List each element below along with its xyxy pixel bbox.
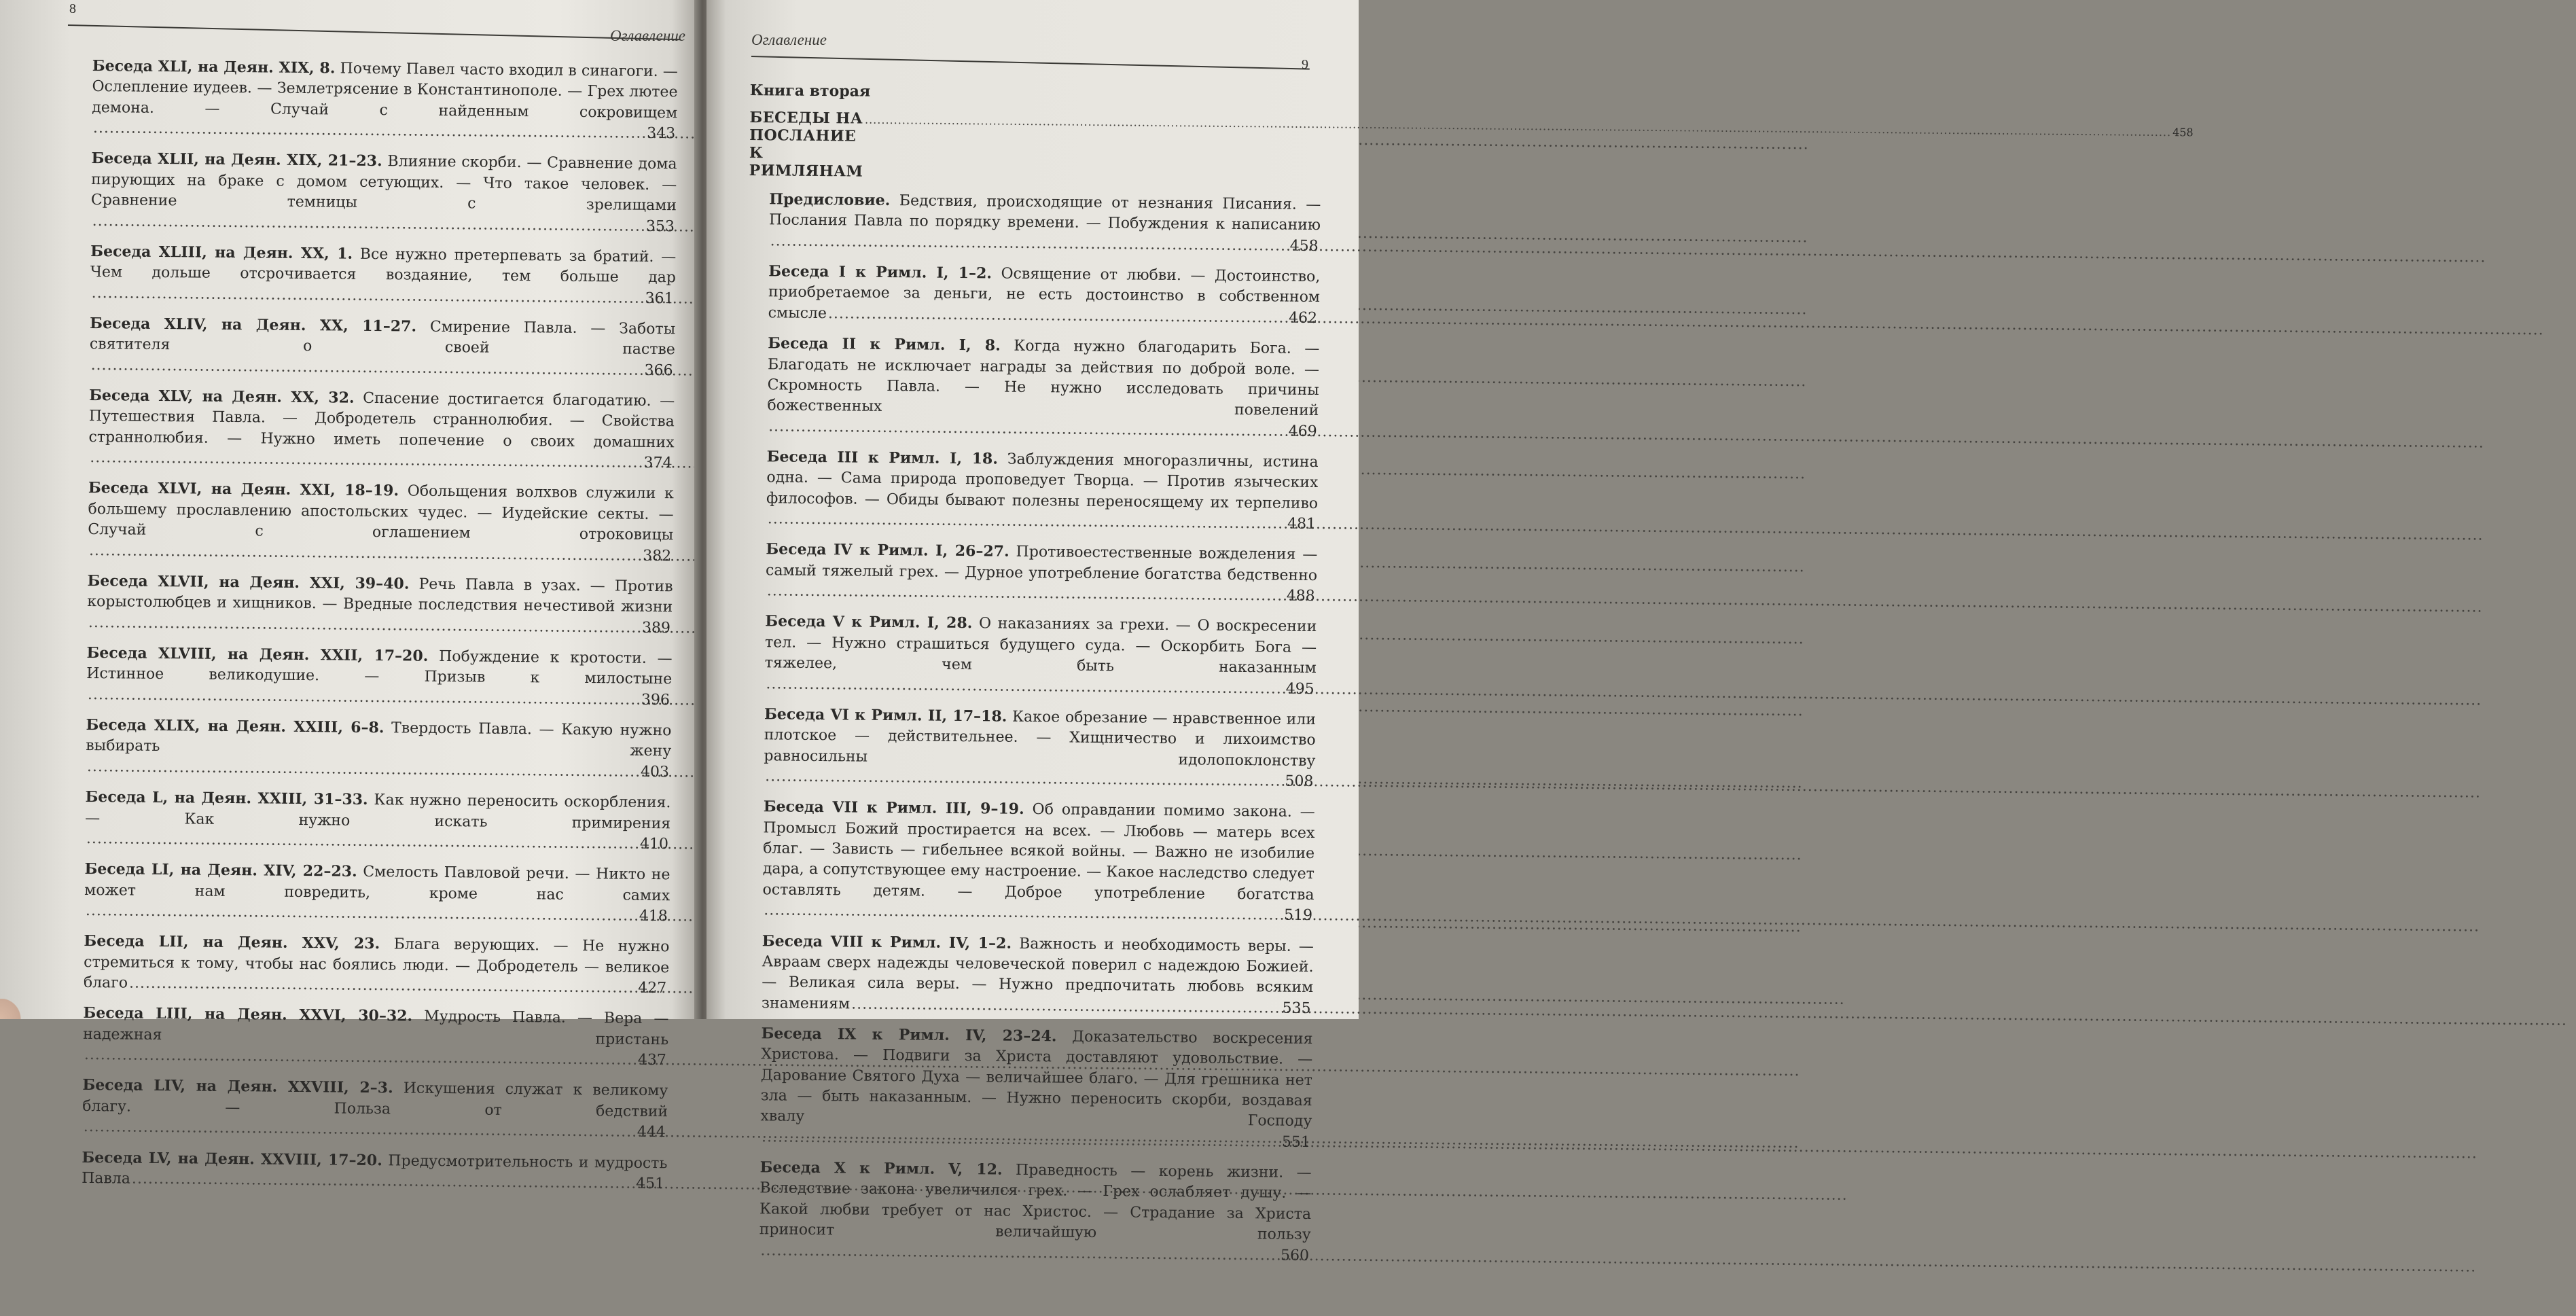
toc-entry-page-number: 382 bbox=[643, 547, 672, 565]
toc-entry-description: Смирение Павла. — Заботы святителя о своей пастве bbox=[89, 318, 676, 359]
toc-entry-page-number: 560 bbox=[1280, 1247, 1310, 1264]
left-running-head: Оглавление bbox=[610, 27, 686, 44]
toc-entry-reference: Беседа III к Римл. I, 18. bbox=[766, 448, 999, 468]
toc-entry bbox=[91, 148, 677, 237]
header-rule bbox=[751, 56, 1310, 69]
toc-entry-reference: Беседа L, на Деян. XXIII, 31–33. bbox=[85, 788, 368, 809]
toc-entry-page-number: 535 bbox=[1282, 999, 1311, 1017]
toc-entry-description: Спасение достигается благодатию. — Путешествия Павла. — Добродетель страннолюбия. — Свойства страннолюбия. — Нужно иметь попечение о своих домашних bbox=[88, 389, 675, 451]
toc-entry bbox=[86, 643, 673, 711]
dot-leader bbox=[93, 118, 645, 141]
toc-entry-page-number: 374 bbox=[643, 454, 673, 472]
toc-entry bbox=[759, 1157, 1311, 1266]
toc-entry-description: Заблуждения многоразличны, истина одна. — Сама природа проповедует Творца. — Против языческих философов. — Обиды бывают полезны переносящему их терпеливо bbox=[766, 450, 1319, 512]
right-page-number: 9 bbox=[1302, 57, 1308, 72]
toc-entry-reference: Беседа XLVIII, на Деян. XXII, 17–20. bbox=[86, 643, 429, 665]
toc-entry-description: Мудрость Павла. — Вера — надежная пристань bbox=[83, 1008, 669, 1048]
toc-entry bbox=[762, 931, 1314, 1019]
toc-entry bbox=[89, 313, 675, 381]
toc-entry-page-number: 451 bbox=[636, 1175, 665, 1193]
toc-entry-reference: Беседа LIV, на Деян. XXVIII, 2–3. bbox=[82, 1076, 393, 1097]
toc-entry-description: Бедствия, происходящие от незнания Писания. — Послания Павла по порядку времени. — Побуждения к написанию bbox=[768, 192, 1321, 234]
toc-entry-page-number: 437 bbox=[637, 1051, 666, 1069]
toc-entry-page-number: 343 bbox=[647, 124, 676, 143]
toc-entry-description: Речь Павла в узах. — Против корыстолюбцев и хищников. — Вредные последствия нечестивой жизни bbox=[87, 575, 673, 616]
toc-entry-description: Смелость Павловой речи. — Никто не может нам повредить, кроме нас самих bbox=[84, 864, 670, 904]
toc-entry bbox=[767, 333, 1319, 442]
right-entries bbox=[738, 189, 1321, 1266]
toc-entry-page-number: 366 bbox=[644, 361, 673, 379]
toc-entry bbox=[760, 1023, 1313, 1153]
section-page-number: 458 bbox=[2172, 126, 2194, 139]
finger-shadow bbox=[0, 999, 27, 1019]
toc-entry-page-number: 353 bbox=[645, 217, 675, 235]
toc-entry-page-number: 481 bbox=[1287, 515, 1317, 533]
toc-entry-description: Как нужно переносить оскорбления. — Как нужно искать примирения bbox=[85, 792, 671, 832]
toc-entry-reference: Беседа LIII, на Деян. XXVI, 30–32. bbox=[83, 1004, 413, 1025]
toc-entry-reference: Беседа VII к Римл. III, 9–19. bbox=[763, 798, 1024, 819]
toc-entry-reference: Беседа LII, на Деян. XXV, 23. bbox=[84, 932, 380, 953]
dot-leader bbox=[768, 416, 1287, 440]
toc-entry-reference: Беседа VI к Римл. II, 17–18. bbox=[764, 705, 1007, 726]
dot-leader bbox=[132, 1169, 634, 1192]
toc-entry-page-number: 469 bbox=[1288, 423, 1317, 440]
left-page-number: 8 bbox=[69, 1, 76, 16]
toc-entry-reference: Беседа II к Римл. I, 8. bbox=[768, 334, 1001, 355]
toc-entry-page-number: 427 bbox=[638, 979, 667, 997]
dot-leader bbox=[84, 1045, 637, 1068]
dot-leader bbox=[92, 211, 645, 234]
toc-entry-reference: Беседа IX к Римл. IV, 23–24. bbox=[761, 1025, 1057, 1046]
left-page bbox=[0, 0, 700, 1193]
toc-entry bbox=[769, 189, 1321, 257]
toc-entry-page-number: 361 bbox=[645, 289, 674, 307]
book-label: Книга вторая bbox=[749, 82, 871, 101]
toc-entry-page-number: 418 bbox=[639, 907, 668, 925]
toc-entry-page-number: 396 bbox=[641, 691, 670, 709]
toc-entry-description: Доказательство воскресения Христова. — Подвиги за Христа доставляют удовольствие. — Дарование Святого Духа — величайшее благо. — Для грешника нет зла — быть наказанным. — Нужно переносить скорби, воздавая хвалу Господу bbox=[760, 1028, 1313, 1131]
toc-entry-page-number: 495 bbox=[1285, 680, 1314, 698]
toc-entry-description: Блага верующих. — Не нужно стремиться к тому, чтобы нас боялись люди. — Добродетель — великое благо bbox=[83, 936, 670, 992]
toc-entry-reference: Беседа V к Римл. I, 28. bbox=[765, 612, 973, 633]
toc-entry-description: Твердость Павла. — Какую нужно выбирать жену bbox=[86, 719, 672, 760]
toc-entry bbox=[88, 478, 674, 567]
toc-entry-page-number: 462 bbox=[1288, 309, 1318, 327]
toc-entry bbox=[88, 385, 675, 474]
toc-entry-description: Все нужно претерпевать за братий. — Чем дольше отсрочивается воздаяние, тем больше дар bbox=[90, 245, 677, 287]
dot-leader bbox=[767, 581, 1285, 604]
toc-entry bbox=[92, 56, 678, 145]
toc-entry bbox=[86, 715, 672, 783]
toc-entry-page-number: 389 bbox=[641, 619, 671, 637]
toc-entry bbox=[766, 446, 1319, 535]
toc-entry bbox=[85, 787, 671, 855]
toc-entry bbox=[82, 1075, 668, 1143]
toc-entry bbox=[83, 1003, 669, 1071]
toc-entry bbox=[84, 931, 670, 999]
toc-entry-page-number: 410 bbox=[639, 835, 669, 853]
dot-leader bbox=[90, 448, 642, 471]
toc-entry bbox=[766, 539, 1318, 607]
toc-entry-description: Какое обрезание — нравственное или плотское — действительнее. — Хищничество и лихоимство равносильны идолопоклонству bbox=[764, 708, 1317, 770]
toc-entry bbox=[762, 797, 1315, 927]
toc-entry-page-number: 488 bbox=[1286, 587, 1315, 605]
dot-leader bbox=[765, 766, 1283, 789]
toc-entry bbox=[764, 611, 1317, 700]
toc-entry-reference: Беседа XLIX, на Деян. XXIII, 6–8. bbox=[86, 716, 384, 737]
toc-entry-description: Освящение от любви. — Достоинство, приобретаемое за деньги, не есть достоинство в собственном смысле bbox=[768, 265, 1321, 322]
toc-entry-page-number: 444 bbox=[637, 1123, 666, 1141]
toc-entry-description: Искушения служат к великому благу. — Польза от бедствий bbox=[82, 1080, 668, 1121]
toc-entry-description: Предусмотрительность и мудрость Павла bbox=[82, 1152, 668, 1188]
toc-entry-description: О наказаниях за грехи. — О воскресении тел. — Нужно страшиться будущего суда. — Оскорбить Бога — тяжелее, чем быть наказанным bbox=[764, 615, 1317, 677]
dot-leader bbox=[88, 613, 641, 636]
toc-entry-description: Когда нужно благодарить Бога. — Благодать не исключает награды за действия по доброй воле. — Скромность Павла. — Не нужно исследовать причины божественных повелений bbox=[767, 337, 1320, 420]
toc-entry-page-number: 551 bbox=[1281, 1133, 1311, 1151]
toc-entry-reference: Беседа XLVII, на Деян. XXI, 39–40. bbox=[87, 571, 410, 593]
header-rule bbox=[68, 24, 681, 40]
toc-entry-reference: Беседа XLI, на Деян. XIX, 8. bbox=[92, 56, 336, 77]
toc-entry bbox=[90, 241, 676, 309]
dot-leader bbox=[86, 829, 639, 852]
section-heading-row bbox=[749, 108, 2194, 185]
toc-entry bbox=[82, 1147, 668, 1194]
toc-entry-reference: Беседа X к Римл. V, 12. bbox=[759, 1158, 1003, 1179]
toc-entry-reference: Беседа XLV, на Деян. XX, 32. bbox=[89, 387, 355, 407]
dot-leader bbox=[828, 304, 1287, 326]
toc-entry-description: Побуждение к кротости. — Истинное великодушие. — Призыв к милостыне bbox=[86, 647, 673, 688]
dot-leader bbox=[762, 1127, 1281, 1150]
toc-entry-description: Обольщения волхвов служили к большему прославлению апостольских чудес. — Иудейские секты. — Случай с оглашением отроковицы bbox=[88, 482, 674, 544]
toc-entry-description: Праведность — корень жизни. — Вследствие закона увеличился грех. — Грех ослабляет душу. — Какой любви требует от нас Христос. — Страдание за Христа приносит величайшую пользу bbox=[759, 1161, 1312, 1244]
dot-leader bbox=[764, 900, 1283, 923]
toc-entry bbox=[84, 859, 670, 927]
dot-leader bbox=[92, 283, 644, 306]
right-toc-list bbox=[738, 82, 2194, 1276]
dot-leader bbox=[91, 355, 643, 378]
toc-entry-description: Противоестественные вожделения — самый тяжелый грех. — Дурное употребление богатства бедственно bbox=[765, 544, 1318, 584]
toc-entry-reference: Беседа LV, на Деян. XXVIII, 17–20. bbox=[82, 1148, 382, 1169]
toc-entry-page-number: 519 bbox=[1283, 906, 1313, 925]
toc-entry bbox=[764, 704, 1316, 792]
dot-leader bbox=[768, 509, 1286, 532]
toc-entry-reference: Беседа XLIV, на Деян. XX, 11–27. bbox=[90, 314, 417, 336]
toc-entry-reference: Предисловие. bbox=[769, 190, 891, 209]
toc-entry-description: Об оправдании помимо закона. — Промысл Божий простирается на всех. — Любовь — матерь всех благ. — Зависть — гибельнее всякой войны. — Важно не изобилие дара, а сопутствующее ему настроение. — Какое наследство следует оставлять детям. — Доброе употребление богатства bbox=[762, 801, 1315, 904]
dot-leader bbox=[89, 541, 641, 564]
toc-entry-reference: Беседа LI, на Деян. XIV, 22–23. bbox=[84, 860, 357, 881]
toc-entry-reference: Беседа XLVI, на Деян. XXI, 18–19. bbox=[88, 479, 399, 500]
toc-entry-page-number: 403 bbox=[640, 763, 670, 781]
right-running-head: Оглавление bbox=[751, 31, 827, 48]
dot-leader bbox=[851, 994, 1281, 1016]
dot-leader bbox=[86, 901, 638, 924]
dot-leader bbox=[766, 674, 1284, 697]
dot-leader bbox=[129, 974, 637, 997]
dot-leader bbox=[88, 685, 640, 708]
dot-leader bbox=[84, 1117, 636, 1140]
dot-leader bbox=[770, 231, 1289, 254]
dot-leader bbox=[760, 1241, 1279, 1264]
toc-entry-reference: Беседа VIII к Римл. IV, 1–2. bbox=[762, 931, 1012, 953]
toc-entry-page-number: 508 bbox=[1285, 772, 1314, 790]
dot-leader bbox=[87, 757, 639, 780]
toc-entry-description: Влияние скорби. — Сравнение дома пирующих на браке с домом сетующих. — Что такое человек. — Сравнение темницы с зрелищами bbox=[90, 153, 677, 215]
toc-entry-description: Важность и необходимость веры. — Авраам сверх надежды человеческой поверил с надеждою Божией. — Великая сила веры. — Нужно предпочитать любовь всяким знамениям bbox=[761, 935, 1314, 1013]
toc-entry-page-number: 458 bbox=[1289, 237, 1319, 255]
toc-entry-description: Почему Павел часто входил в синагоги. — Ослепление иудеев. — Землетрясение в Константинополе. — Грех лютее демона. — Случай с найденным сокровищем bbox=[92, 60, 678, 122]
toc-entry-reference: Беседа IV к Римл. I, 26–27. bbox=[766, 540, 1009, 561]
toc-entry bbox=[768, 261, 1321, 329]
section-title: БЕСЕДЫ НА ПОСЛАНИЕ К РИМЛЯНАМ bbox=[749, 108, 863, 181]
left-toc-list bbox=[82, 56, 678, 1204]
toc-entry bbox=[87, 571, 673, 639]
toc-entry-reference: Беседа I к Римл. I, 1–2. bbox=[768, 262, 992, 283]
toc-entry-reference: Беседа XLII, на Деян. XIX, 21–23. bbox=[91, 149, 382, 171]
toc-entry-reference: Беседа XLIII, на Деян. XX, 1. bbox=[90, 242, 353, 263]
